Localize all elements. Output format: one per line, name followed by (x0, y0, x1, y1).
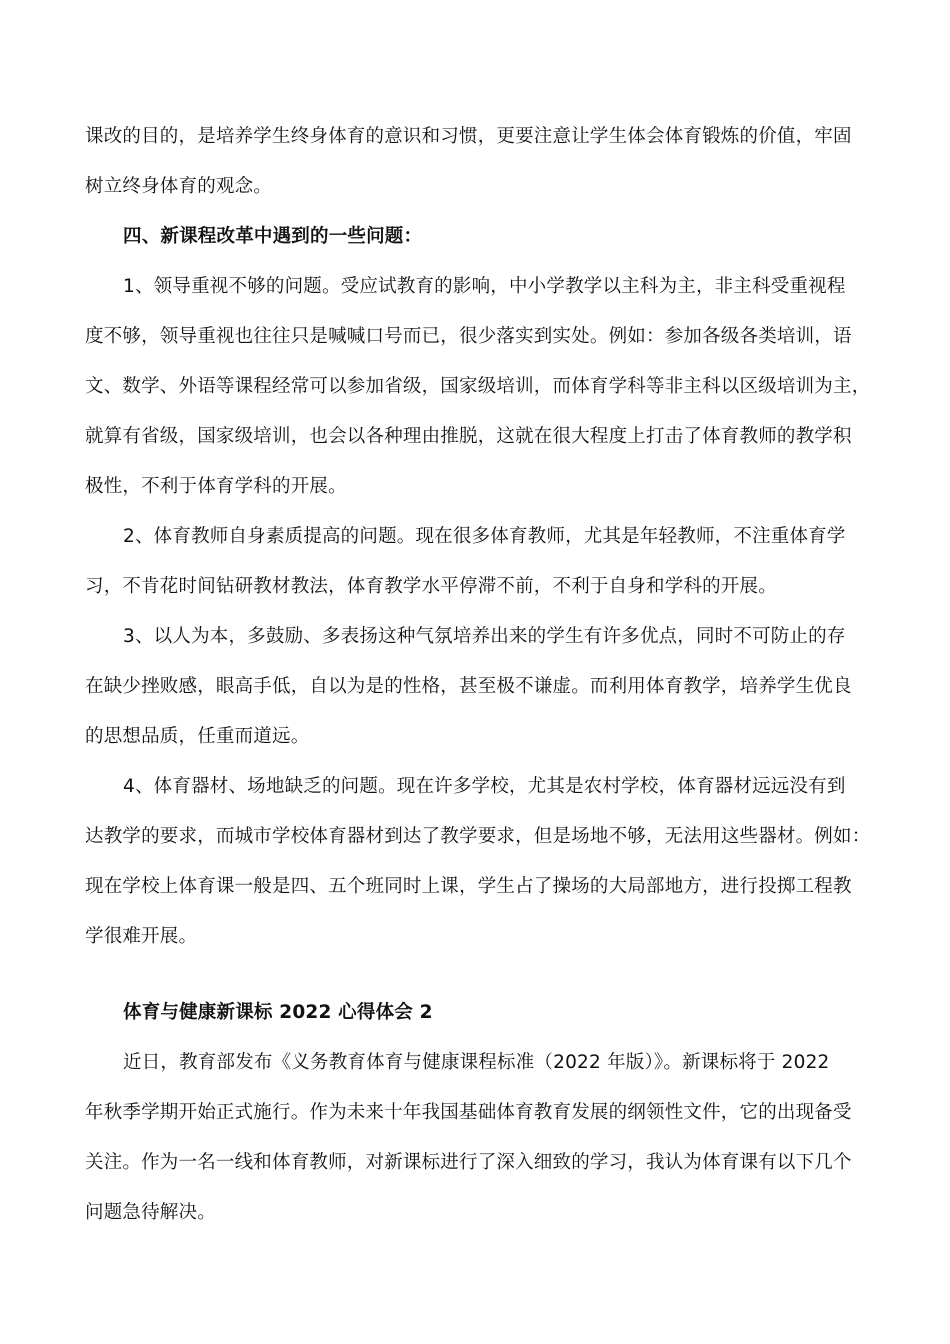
paragraph-item-4 (85, 762, 871, 962)
text-line: 就算有省级，国家级培训，也会以各种理由推脱，这就在很大程度上打击了体育教师的教学积 (85, 426, 852, 447)
text-line: 1、领导重视不够的问题。受应试教育的影响，中小学教学以主科为主，非主科受重视程 (123, 276, 846, 297)
text-line: 树立终身体育的观念。 (85, 176, 273, 197)
text-line: 问题急待解决。 (85, 1202, 216, 1223)
text-line: 2、体育教师自身素质提高的问题。现在很多体育教师，尤其是年轻教师，不注重体育学 (123, 526, 846, 547)
text-line: 习，不肯花时间钻研教材教法，体育教学水平停滞不前，不利于自身和学科的开展。 (85, 576, 777, 597)
text-line: 4、体育器材、场地缺乏的问题。现在许多学校，尤其是农村学校，体育器材远远没有到 (123, 776, 846, 797)
text-line: 在缺少挫败感，眼高手低，自以为是的性格，甚至极不谦虚。而利用体育教学，培养学生优良 (85, 676, 852, 697)
text-line: 度不够，领导重视也往往只是喊喊口号而已，很少落实到实处。例如：参加各级各类培训，语 (85, 326, 852, 347)
document-page (85, 112, 871, 1238)
section-title-2: 体育与健康新课标 2022 心得体会 2 (123, 1002, 433, 1023)
text-line: 近日，教育部发布《义务教育体育与健康课程标准（2022 年版）》。新课标将于 2022 (123, 1052, 830, 1073)
text-line: 学很难开展。 (85, 926, 198, 947)
paragraph-item-1 (85, 262, 871, 512)
text-line: 关注。作为一名一线和体育教师，对新课标进行了深入细致的学习，我认为体育课有以下几个 (85, 1152, 852, 1173)
text-line: 年秋季学期开始正式施行。作为未来十年我国基础体育教育发展的纲领性文件，它的出现备受 (85, 1102, 852, 1123)
paragraph-new-standard (85, 1038, 865, 1238)
text-line: 现在学校上体育课一般是四、五个班同时上课，学生占了操场的大局部地方，进行投掷工程教 (85, 876, 852, 897)
paragraph-lifelong-sports (85, 112, 865, 212)
text-line: 文、数学、外语等课程经常可以参加省级，国家级培训，而体育学科等非主科以区级培训为主， (85, 376, 871, 397)
text-line: 极性，不利于体育学科的开展。 (85, 476, 347, 497)
text-line: 课改的目的，是培养学生终身体育的意识和习惯，更要注意让学生体会体育锻炼的价值，牢固 (85, 126, 852, 147)
paragraph-item-3 (85, 612, 865, 762)
section-spacer (85, 962, 865, 988)
text-line: 达教学的要求，而城市学校体育器材到达了教学要求，但是场地不够，无法用这些器材。例如： (85, 826, 871, 847)
text-line: 的思想品质，任重而道远。 (85, 726, 310, 747)
paragraph-item-2 (85, 512, 865, 612)
section-heading-four: 四、新课程改革中遇到的一些问题： (123, 226, 423, 247)
text-line: 3、以人为本，多鼓励、多表扬这种气氛培养出来的学生有许多优点，同时不可防止的存 (123, 626, 846, 647)
